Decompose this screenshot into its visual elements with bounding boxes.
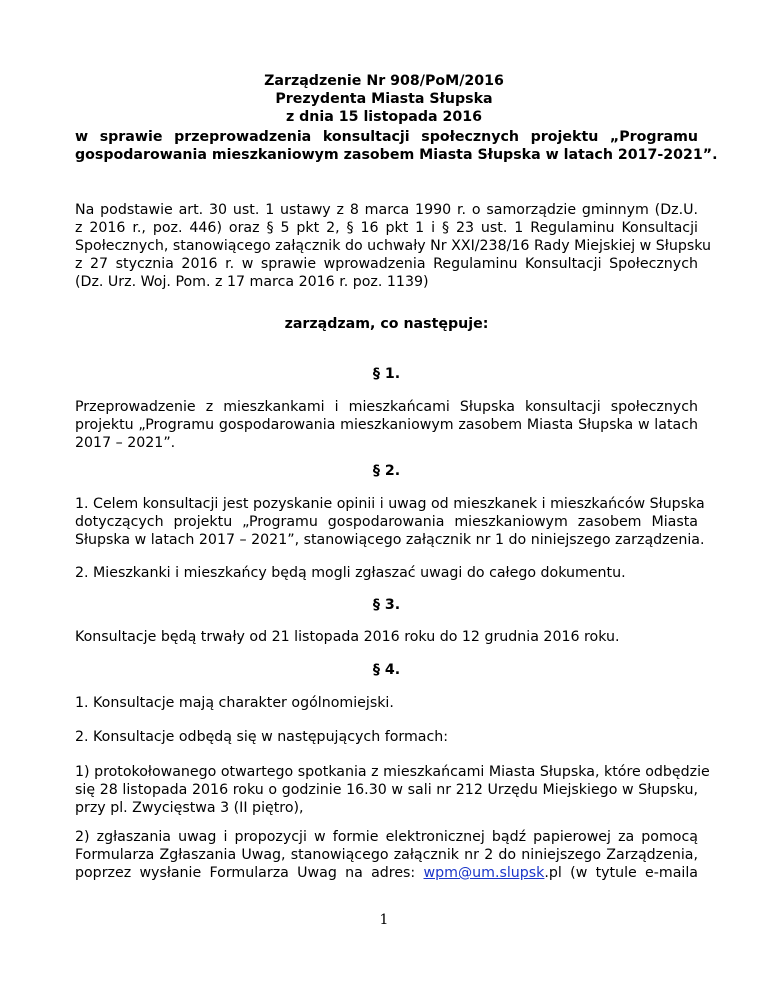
section-line: Przeprowadzenie z mieszkankami i mieszkańcami Słupska konsultacji społecznych [75,399,698,415]
page-number: 1 [379,912,389,928]
document-header [0,72,768,126]
subject-line: gospodarowania mieszkaniowym zasobem Miasta Słupska w latach 2017-2021”. [75,147,718,163]
item-line: się 28 listopada 2016 roku o godzinie 16.30 w sali nr 212 Urzędu Miejskiego w Słupsku, [75,782,698,798]
basis-line: z 2016 r., poz. 446) oraz § 5 pkt 2, § 16 pkt 1 i § 23 ust. 1 Regulaminu Konsultacji [75,220,698,236]
basis-line: z 27 stycznia 2016 r. w sprawie wprowadzenia Regulaminu Konsultacji Społecznych [75,256,698,272]
order-statement: zarządzam, co następuje: [284,316,489,332]
section-4-item-1 [75,763,710,817]
section-1-text [75,398,698,452]
legal-basis-paragraph [75,201,711,291]
item-line [75,864,698,882]
section-3-text: Konsultacje będą trwały od 21 listopada 2016 roku do 12 grudnia 2016 roku. [75,629,620,645]
basis-line: Społecznych, stanowiącego załącznik do uchwały Nr XXI/238/16 Rady Miejskiej w Słupsku [75,238,711,254]
section-3-heading: § 3. [372,597,401,613]
section-line: Słupska w latach 2017 – 2021”, stanowiącego załącznik nr 1 do niniejszego zarządzenia. [75,532,705,548]
item-line: 2) zgłaszania uwag i propozycji w formie elektronicznej bądź papierowej za pomocą [75,829,698,845]
subject-paragraph [75,128,718,164]
section-line: dotyczących projektu „Programu gospodarowania mieszkaniowym zasobem Miasta [75,514,698,530]
section-4-paragraph-1: 1. Konsultacje mają charakter ogólnomiejski. [75,695,394,711]
basis-line: Na podstawie art. 30 ust. 1 ustawy z 8 marca 1990 r. o samorządzie gminnym (Dz.U. [75,202,698,218]
item-line: 1) protokołowanego otwartego spotkania z mieszkańcami Miasta Słupska, które odbędzie [75,764,710,780]
email-link[interactable]: wpm@um.slupsk [423,865,545,881]
section-4-heading: § 4. [372,662,401,678]
title-line: Zarządzenie Nr 908/PoM/2016 [264,73,504,89]
item-text: poprzez wysłanie Formularza Uwag na adres: [75,865,416,881]
section-4-item-2 [75,828,698,882]
section-line: projektu „Programu gospodarowania mieszkaniowym zasobem Miasta Słupska w latach [75,417,698,433]
section-line: 1. Celem konsultacji jest pozyskanie opinii i uwag od mieszkanek i mieszkańców Słupska [75,496,705,512]
date-line: z dnia 15 listopada 2016 [285,109,483,125]
section-1-heading: § 1. [372,366,401,382]
section-2-paragraph-2: 2. Mieszkanki i mieszkańcy będą mogli zgłaszać uwagi do całego dokumentu. [75,565,626,581]
section-4-paragraph-2: 2. Konsultacje odbędą się w następujących formach: [75,729,449,745]
section-line: 2017 – 2021”. [75,435,176,451]
section-2-paragraph-1 [75,495,705,549]
subject-line: w sprawie przeprowadzenia konsultacji społecznych projektu „Programu [75,129,698,145]
basis-line: (Dz. Urz. Woj. Pom. z 17 marca 2016 r. poz. 1139) [75,274,429,290]
item-text: .pl (w tytule e-maila [544,865,698,881]
item-line: Formularza Zgłaszania Uwag, stanowiącego załącznik nr 2 do niniejszego Zarządzenia, [75,847,698,863]
issuer-line: Prezydenta Miasta Słupska [275,91,493,107]
item-line: przy pl. Zwycięstwa 3 (II piętro), [75,800,304,816]
section-2-heading: § 2. [372,463,401,479]
